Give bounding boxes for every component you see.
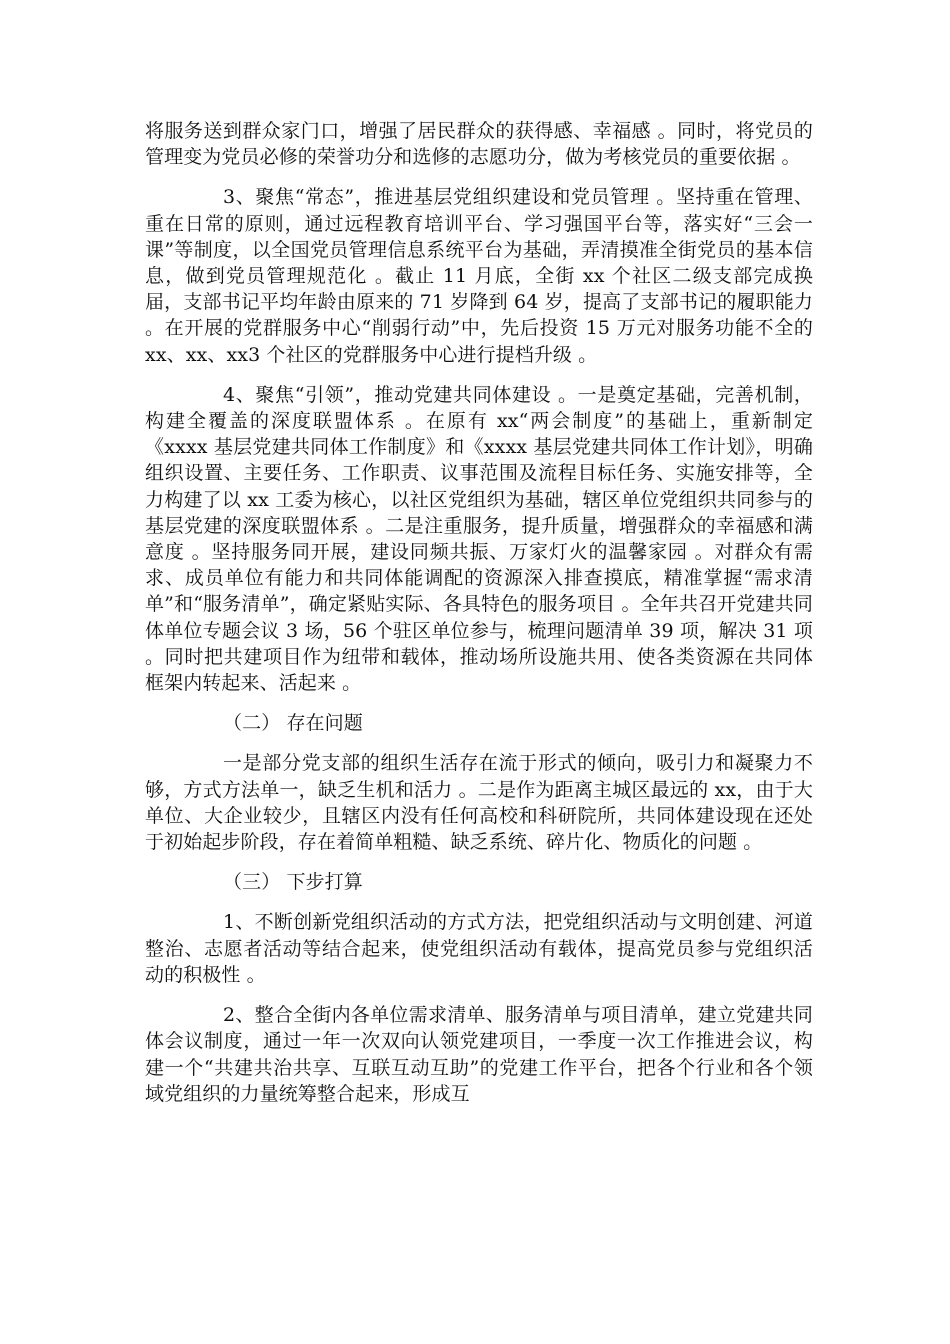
section-heading-problems: （二） 存在问题 <box>223 712 363 735</box>
paragraph-problems: 一是部分党支部的组织生活存在流于形式的倾向，吸引力和凝聚力不够，方式方法单一，缺乏生机和活力 。二是作为距离主城区最远的 xx，由于大单位、大企业较少，且辖区内没有任何高校和科研院所，共同体建设现在还处于初始起步阶段，存在着简单粗糙、缺乏系统、碎片化、物质化的问题 。 <box>145 752 813 854</box>
paragraph-item-3: 3、聚焦“常态”，推进基层党组织建设和党员管理 。坚持重在管理、重在日常的原则，通过远程教育培训平台、学习强国平台等，落实好“三会一课”等制度，以全国党员管理信息系统平台为基础，弄清摸准全街党员的基本信息，做到党员管理规范化 。截止 11 月底，全街 xx 个社区二级支部完成换届，支部书记平均年龄由原来的 71 岁降到 64 岁，提高了支部书记的履职能力 。在开展的党群服务中心“削弱行动”中，先后投资 15 万元对服务功能不全的 xx、xx、xx3 个社区的党群服务中心进行提档升级 。 <box>145 186 813 366</box>
paragraph-next-step-1: 1、不断创新党组织活动的方式方法，把党组织活动与文明创建、河道整治、志愿者活动等结合起来，使党组织活动有载体，提高党员参与党组织活动的积极性 。 <box>145 911 813 986</box>
document-body <box>145 118 813 1121</box>
paragraph-next-step-2: 2、整合全街内各单位需求清单、服务清单与项目清单，建立党建共同体会议制度，通过一年一次双向认领党建项目，一季度一次工作推进会议，构建一个“共建共治共享、互联互动互助”的党建工作平台，把各个行业和各个领域党组织的力量统筹整合起来，形成互 <box>145 1004 813 1105</box>
paragraph-continuation: 将服务送到群众家门口，增强了居民群众的获得感、幸福感 。同时，将党员的管理变为党员必修的荣誉功分和选修的志愿功分，做为考核党员的重要依据 。 <box>145 120 813 169</box>
paragraph-item-4: 4、聚焦“引领”，推动党建共同体建设 。一是奠定基础，完善机制，构建全覆盖的深度联盟体系 。在原有 xx“两会制度”的基础上，重新制定《xxxx 基层党建共同体工作制度》和《xxxx 基层党建共同体工作计划》，明确组织设置、主要任务、工作职责、议事范围及流程目标任务、实施安排等，全力构建了以 xx 工委为核心，以社区党组织为基础，辖区单位党组织共同参与的基层党建的深度联盟体系 。二是注重服务，提升质量，增强群众的幸福感和满意度 。坚持服务同开展，建设同频共振、万家灯火的温馨家园 。对群众有需求、成员单位有能力和共同体能调配的资源深入排查摸底，精准掌握“需求清单”和“服务清单”，确定紧贴实际、各具特色的服务项目 。全年共召开党建共同体单位专题会议 3 场，56 个驻区单位参与，梳理问题清单 39 项，解决 31 项 。同时把共建项目作为纽带和载体，推动场所设施共用、使各类资源在共同体框架内转起来、活起来 。 <box>145 383 813 695</box>
section-heading-next-steps: （三） 下步打算 <box>223 871 363 894</box>
